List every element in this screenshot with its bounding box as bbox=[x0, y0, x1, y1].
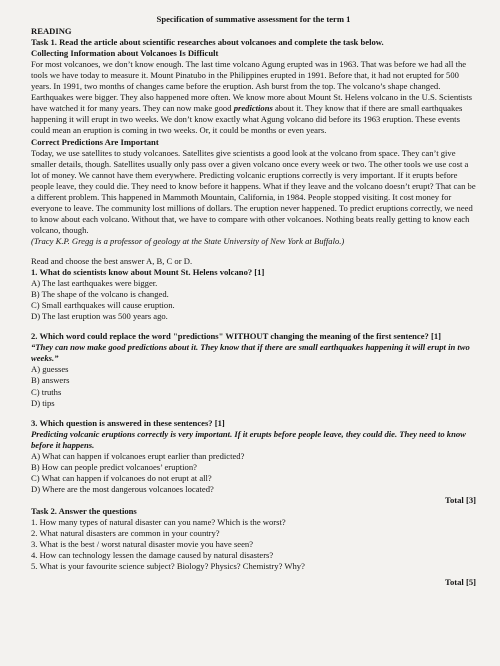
q2-option-d: D) tips bbox=[31, 397, 55, 408]
task1-total: Total [3] bbox=[445, 494, 476, 505]
question-2-quote: “They can now make good predictions about it. They know that if there are small earthquakes happening it will erupt in two weeks.” bbox=[31, 342, 470, 364]
article-paragraph-2: Today, we use satellites to study volcanoes. Satellites give scientists a good look at the volcano from space. They can’t give smaller details, though. Satellites usually only pass over a given volcano once every week or two. The other tools we use cost a lot of money. We cannot have them everywhere. Predicting volcanic eruptions correctly is very important. If it erupts before people leave, they could die. They need to know before it happens. What if they leave and the volcano doesn’t erupt? That can be a different problem. This happened in Mammoth Mountain, California, in 1984. People stopped visiting. It cost money for everyone to leave. The community lost millions of dollars. The eruption never happened. To predict eruptions correctly, we need to know about each volcano. Without that, we have to compare with other volcanoes. Nothing beats really getting to know each volcano, though. bbox=[31, 147, 476, 235]
section-heading: READING bbox=[31, 26, 72, 37]
q2-option-b: B) answers bbox=[31, 375, 70, 386]
question-3-quote: Predicting volcanic eruptions correctly is very important. If it erupts before people leave, they could die. They need to know before it happens. bbox=[31, 428, 466, 450]
author-credit: (Tracy K.P. Gregg is a professor of geology at the State University of New York at Buffalo.) bbox=[31, 235, 345, 246]
q3-option-c: C) What can happen if volcanoes do not erupt at all? bbox=[31, 472, 212, 483]
predictions-word: predictions bbox=[233, 103, 273, 114]
q1-option-b: B) The shape of the volcano is changed. bbox=[31, 289, 169, 300]
q1-option-d: D) The last eruption was 500 years ago. bbox=[31, 311, 168, 322]
q2-option-a: A) guesses bbox=[31, 364, 69, 375]
question-3: 3. Which question is answered in these sentences? [1] bbox=[31, 417, 225, 428]
task2-heading: Task 2. Answer the questions bbox=[31, 505, 137, 516]
task2-question-3: 3. What is the best / worst natural disaster movie you have seen? bbox=[31, 539, 254, 550]
instruction: Read and choose the best answer A, B, C or D. bbox=[31, 255, 193, 266]
task1-heading: Task 1. Read the article about scientific researches about volcanoes and complete the task below. bbox=[31, 37, 384, 48]
task2-question-5: 5. What is your favourite science subject? Biology? Physics? Chemistry? Why? bbox=[31, 561, 305, 572]
question-1: 1. What do scientists know about Mount St. Helens volcano? [1] bbox=[31, 267, 265, 278]
q3-option-d: D) Where are the most dangerous volcanoes located? bbox=[31, 483, 214, 494]
question-2: 2. Which word could replace the word "predictions" WITHOUT changing the meaning of the first sentence? [1] bbox=[31, 331, 442, 342]
q3-option-a: A) What can happen if volcanoes erupt earlier than predicted? bbox=[31, 450, 245, 461]
article-paragraph-1 bbox=[31, 59, 476, 136]
task2-question-4: 4. How can technology lessen the damage caused by natural disasters? bbox=[31, 550, 274, 561]
task2-total: Total [5] bbox=[445, 577, 476, 588]
paragraph-1-text-b: about it. They know that if there are small earthquakes happening it will erupt in two weeks. We don’t know exactly what Agung volcano did before its 1963 eruption. These events could mean an eruption is coming in two weeks. Or, it could be months or even years. bbox=[31, 103, 463, 136]
q1-option-a: A) The last earthquakes were bigger. bbox=[31, 278, 158, 289]
q3-option-b: B) How can people predict volcanoes’ eruption? bbox=[31, 461, 197, 472]
task2-question-1: 1. How many types of natural disaster can you name? Which is the worst? bbox=[31, 517, 286, 528]
paragraph-1-text-a: For most volcanoes, we don’t know enough. The last time volcano Agung erupted was in 1963. That was before we had all the tools we have today to measure it. Mount Pinatubo in the Philippines erupted in 1991. Before that, it had not erupted for 500 years. In 1991, two months of changes came before the eruption. Ash burst from the top. The volcano’s shape changed. Earthquakes were bigger. They also happened more often. We know more about Mount St. Helens volcano in the U.S. Scientists have watched it for many years. They can now make good bbox=[31, 59, 472, 114]
article-heading-2: Correct Predictions Are Important bbox=[31, 136, 159, 147]
q1-option-c: C) Small earthquakes will cause eruption. bbox=[31, 300, 175, 311]
page-title: Specification of summative assessment for the term 1 bbox=[156, 14, 351, 24]
task2-question-2: 2. What natural disasters are common in your country? bbox=[31, 528, 220, 539]
q2-option-c: C) truths bbox=[31, 386, 62, 397]
article-heading-1: Collecting Information about Volcanoes Is Difficult bbox=[31, 48, 219, 59]
